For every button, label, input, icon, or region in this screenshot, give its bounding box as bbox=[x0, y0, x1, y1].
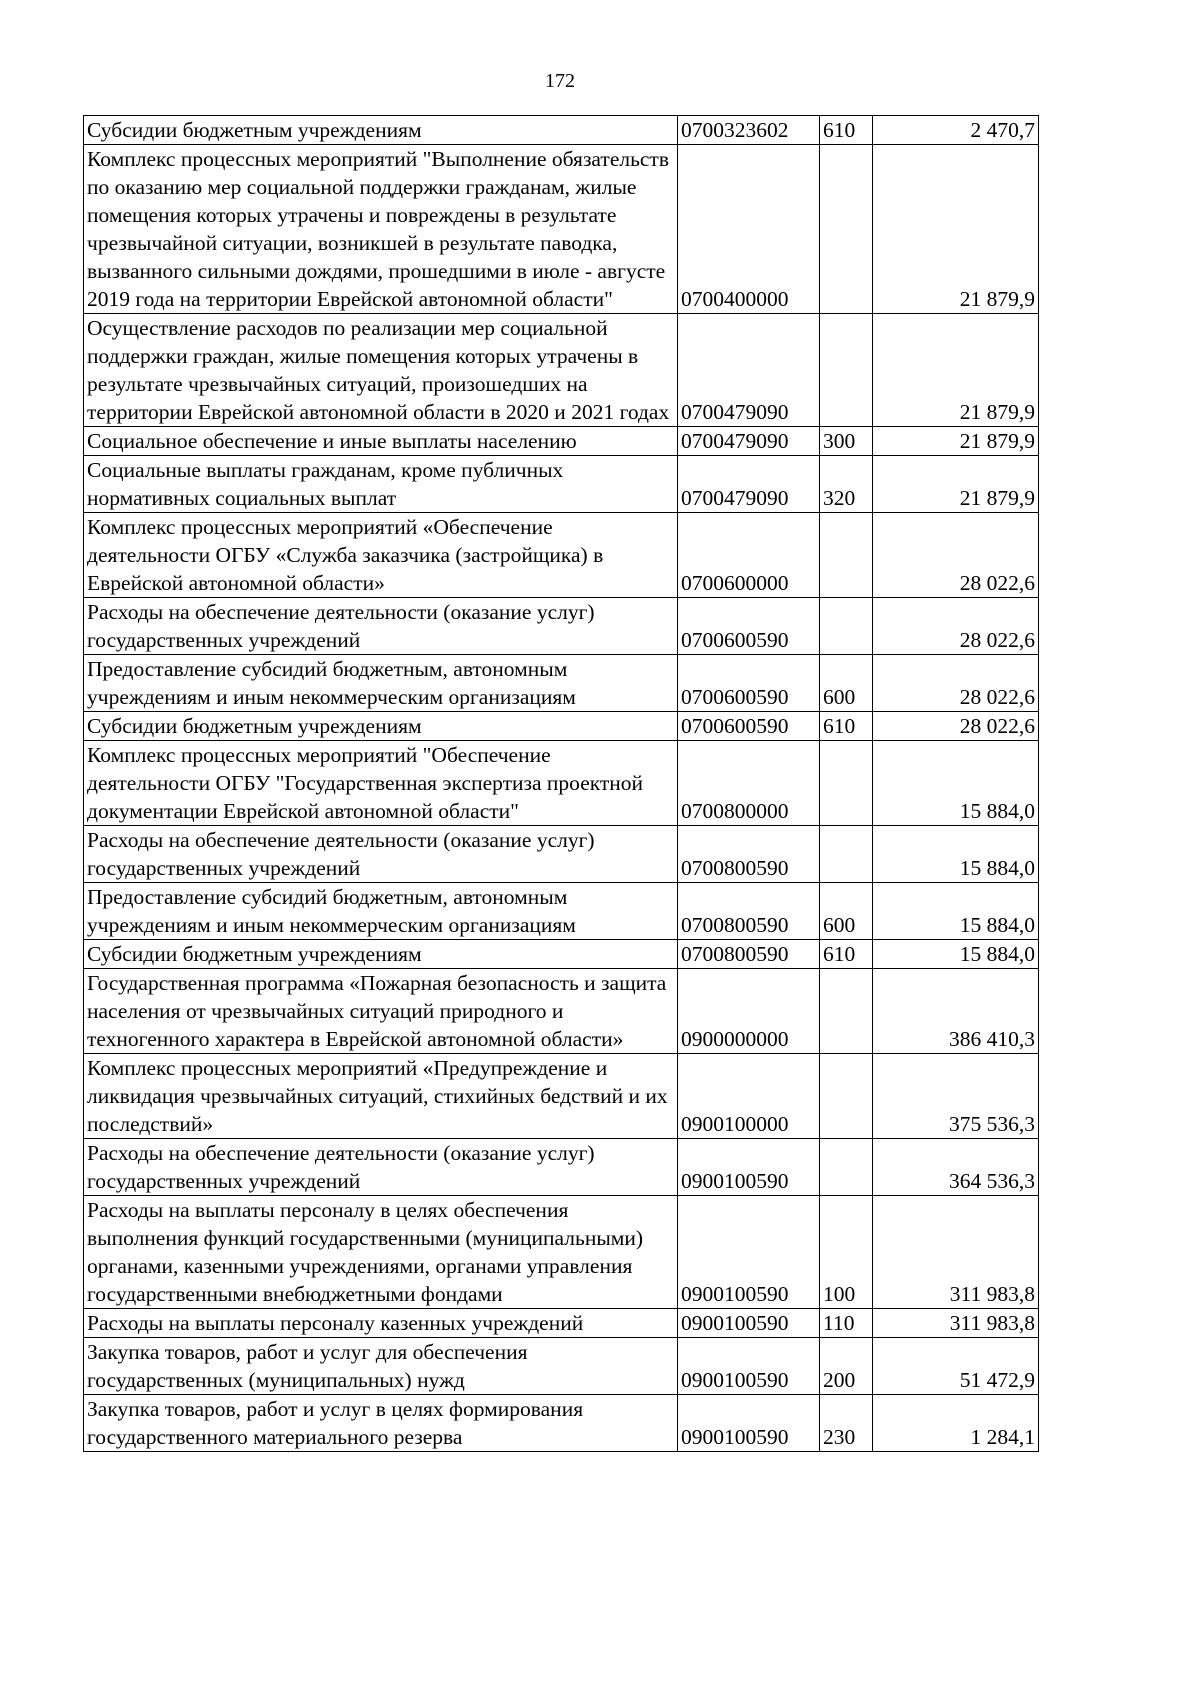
row-vr-cell: 300 bbox=[820, 427, 873, 456]
row-sum-cell: 2 470,7 bbox=[873, 116, 1039, 145]
row-name-cell: Предоставление субсидий бюджетным, автономным учреждениям и иным некоммерческим организациям bbox=[84, 883, 678, 940]
row-vr-cell: 320 bbox=[820, 456, 873, 513]
row-sum-cell: 15 884,0 bbox=[873, 940, 1039, 969]
row-name-cell: Расходы на выплаты персоналу казенных учреждений bbox=[84, 1309, 678, 1338]
row-vr-cell bbox=[820, 1054, 873, 1139]
table-row bbox=[84, 1309, 1039, 1338]
table-row bbox=[84, 1139, 1039, 1196]
row-vr-cell bbox=[820, 1139, 873, 1196]
row-code-cell: 0700479090 bbox=[678, 456, 820, 513]
row-name-cell: Расходы на выплаты персоналу в целях обеспечения выполнения функций государственными (муниципальными) органами, казенными учреждениями, органами управления государственными внебюджетными фондами bbox=[84, 1196, 678, 1309]
table-row bbox=[84, 826, 1039, 883]
row-name-cell: Закупка товаров, работ и услуг для обеспечения государственных (муниципальных) нужд bbox=[84, 1338, 678, 1395]
page-number: 172 bbox=[545, 70, 575, 92]
table-row bbox=[84, 741, 1039, 826]
row-sum-cell: 28 022,6 bbox=[873, 712, 1039, 741]
row-code-cell: 0700800590 bbox=[678, 883, 820, 940]
table-row bbox=[84, 116, 1039, 145]
row-code-cell: 0900100590 bbox=[678, 1309, 820, 1338]
row-sum-cell: 21 879,9 bbox=[873, 456, 1039, 513]
row-name-cell: Осуществление расходов по реализации мер социальной поддержки граждан, жилые помещения которых утрачены в результате чрезвычайных ситуаций, произошедших на территории Еврейской автономной области в 2020 и 2021 годах bbox=[84, 314, 678, 427]
table-row bbox=[84, 598, 1039, 655]
row-vr-cell: 610 bbox=[820, 712, 873, 741]
row-name-cell: Расходы на обеспечение деятельности (оказание услуг) государственных учреждений bbox=[84, 598, 678, 655]
row-vr-cell bbox=[820, 741, 873, 826]
budget-table bbox=[83, 115, 1039, 1452]
row-vr-cell bbox=[820, 145, 873, 314]
row-code-cell: 0900100590 bbox=[678, 1395, 820, 1452]
table-row bbox=[84, 145, 1039, 314]
row-vr-cell: 230 bbox=[820, 1395, 873, 1452]
row-name-cell: Государственная программа «Пожарная безопасность и защита населения от чрезвычайных ситуаций природного и техногенного характера в Еврейской автономной области» bbox=[84, 969, 678, 1054]
row-vr-cell: 600 bbox=[820, 883, 873, 940]
row-code-cell: 0700479090 bbox=[678, 314, 820, 427]
row-code-cell: 0700800590 bbox=[678, 940, 820, 969]
row-name-cell: Субсидии бюджетным учреждениям bbox=[84, 116, 678, 145]
table-row bbox=[84, 712, 1039, 741]
row-vr-cell: 610 bbox=[820, 116, 873, 145]
table-row bbox=[84, 1338, 1039, 1395]
row-vr-cell bbox=[820, 969, 873, 1054]
table-row bbox=[84, 513, 1039, 598]
row-name-cell: Предоставление субсидий бюджетным, автономным учреждениям и иным некоммерческим организациям bbox=[84, 655, 678, 712]
row-code-cell: 0900100590 bbox=[678, 1139, 820, 1196]
budget-table-body bbox=[84, 116, 1039, 1452]
table-row bbox=[84, 940, 1039, 969]
row-sum-cell: 15 884,0 bbox=[873, 741, 1039, 826]
row-vr-cell: 610 bbox=[820, 940, 873, 969]
row-code-cell: 0700400000 bbox=[678, 145, 820, 314]
row-vr-cell: 200 bbox=[820, 1338, 873, 1395]
row-sum-cell: 15 884,0 bbox=[873, 883, 1039, 940]
row-code-cell: 0700600000 bbox=[678, 513, 820, 598]
row-name-cell: Социальное обеспечение и иные выплаты населению bbox=[84, 427, 678, 456]
row-vr-cell bbox=[820, 314, 873, 427]
table-row bbox=[84, 427, 1039, 456]
table-row bbox=[84, 1196, 1039, 1309]
row-code-cell: 0900100000 bbox=[678, 1054, 820, 1139]
row-vr-cell bbox=[820, 513, 873, 598]
row-code-cell: 0700479090 bbox=[678, 427, 820, 456]
row-vr-cell bbox=[820, 598, 873, 655]
row-sum-cell: 21 879,9 bbox=[873, 427, 1039, 456]
table-row bbox=[84, 883, 1039, 940]
row-name-cell: Расходы на обеспечение деятельности (оказание услуг) государственных учреждений bbox=[84, 1139, 678, 1196]
row-sum-cell: 28 022,6 bbox=[873, 513, 1039, 598]
row-sum-cell: 51 472,9 bbox=[873, 1338, 1039, 1395]
row-sum-cell: 15 884,0 bbox=[873, 826, 1039, 883]
row-sum-cell: 21 879,9 bbox=[873, 145, 1039, 314]
row-name-cell: Комплекс процессных мероприятий «Обеспечение деятельности ОГБУ «Служба заказчика (застройщика) в Еврейской автономной области» bbox=[84, 513, 678, 598]
row-sum-cell: 364 536,3 bbox=[873, 1139, 1039, 1196]
row-sum-cell: 386 410,3 bbox=[873, 969, 1039, 1054]
row-name-cell: Субсидии бюджетным учреждениям bbox=[84, 712, 678, 741]
row-code-cell: 0700323602 bbox=[678, 116, 820, 145]
row-name-cell: Комплекс процессных мероприятий «Предупреждение и ликвидация чрезвычайных ситуаций, стихийных бедствий и их последствий» bbox=[84, 1054, 678, 1139]
row-name-cell: Субсидии бюджетным учреждениям bbox=[84, 940, 678, 969]
table-row bbox=[84, 456, 1039, 513]
row-vr-cell: 600 bbox=[820, 655, 873, 712]
row-code-cell: 0700800000 bbox=[678, 741, 820, 826]
row-code-cell: 0700600590 bbox=[678, 712, 820, 741]
row-code-cell: 0700600590 bbox=[678, 655, 820, 712]
row-code-cell: 0900100590 bbox=[678, 1196, 820, 1309]
row-sum-cell: 311 983,8 bbox=[873, 1309, 1039, 1338]
row-sum-cell: 28 022,6 bbox=[873, 598, 1039, 655]
table-row bbox=[84, 1395, 1039, 1452]
row-name-cell: Закупка товаров, работ и услуг в целях формирования государственного материального резерва bbox=[84, 1395, 678, 1452]
row-name-cell: Расходы на обеспечение деятельности (оказание услуг) государственных учреждений bbox=[84, 826, 678, 883]
row-code-cell: 0900000000 bbox=[678, 969, 820, 1054]
row-sum-cell: 311 983,8 bbox=[873, 1196, 1039, 1309]
table-row bbox=[84, 314, 1039, 427]
row-sum-cell: 28 022,6 bbox=[873, 655, 1039, 712]
row-sum-cell: 21 879,9 bbox=[873, 314, 1039, 427]
row-vr-cell bbox=[820, 826, 873, 883]
row-code-cell: 0700800590 bbox=[678, 826, 820, 883]
row-vr-cell: 100 bbox=[820, 1196, 873, 1309]
row-vr-cell: 110 bbox=[820, 1309, 873, 1338]
table-row bbox=[84, 1054, 1039, 1139]
row-sum-cell: 375 536,3 bbox=[873, 1054, 1039, 1139]
row-sum-cell: 1 284,1 bbox=[873, 1395, 1039, 1452]
row-code-cell: 0700600590 bbox=[678, 598, 820, 655]
row-name-cell: Социальные выплаты гражданам, кроме публичных нормативных социальных выплат bbox=[84, 456, 678, 513]
row-code-cell: 0900100590 bbox=[678, 1338, 820, 1395]
row-name-cell: Комплекс процессных мероприятий "Выполнение обязательств по оказанию мер социальной поддержки гражданам, жилые помещения которых утрачены и повреждены в результате чрезвычайной ситуации, возникшей в результате паводка, вызванного сильными дождями, прошедшими в июле - августе 2019 года на территории Еврейской автономной области" bbox=[84, 145, 678, 314]
row-name-cell: Комплекс процессных мероприятий "Обеспечение деятельности ОГБУ "Государственная экспертиза проектной документации Еврейской автономной области" bbox=[84, 741, 678, 826]
table-row bbox=[84, 969, 1039, 1054]
table-row bbox=[84, 655, 1039, 712]
